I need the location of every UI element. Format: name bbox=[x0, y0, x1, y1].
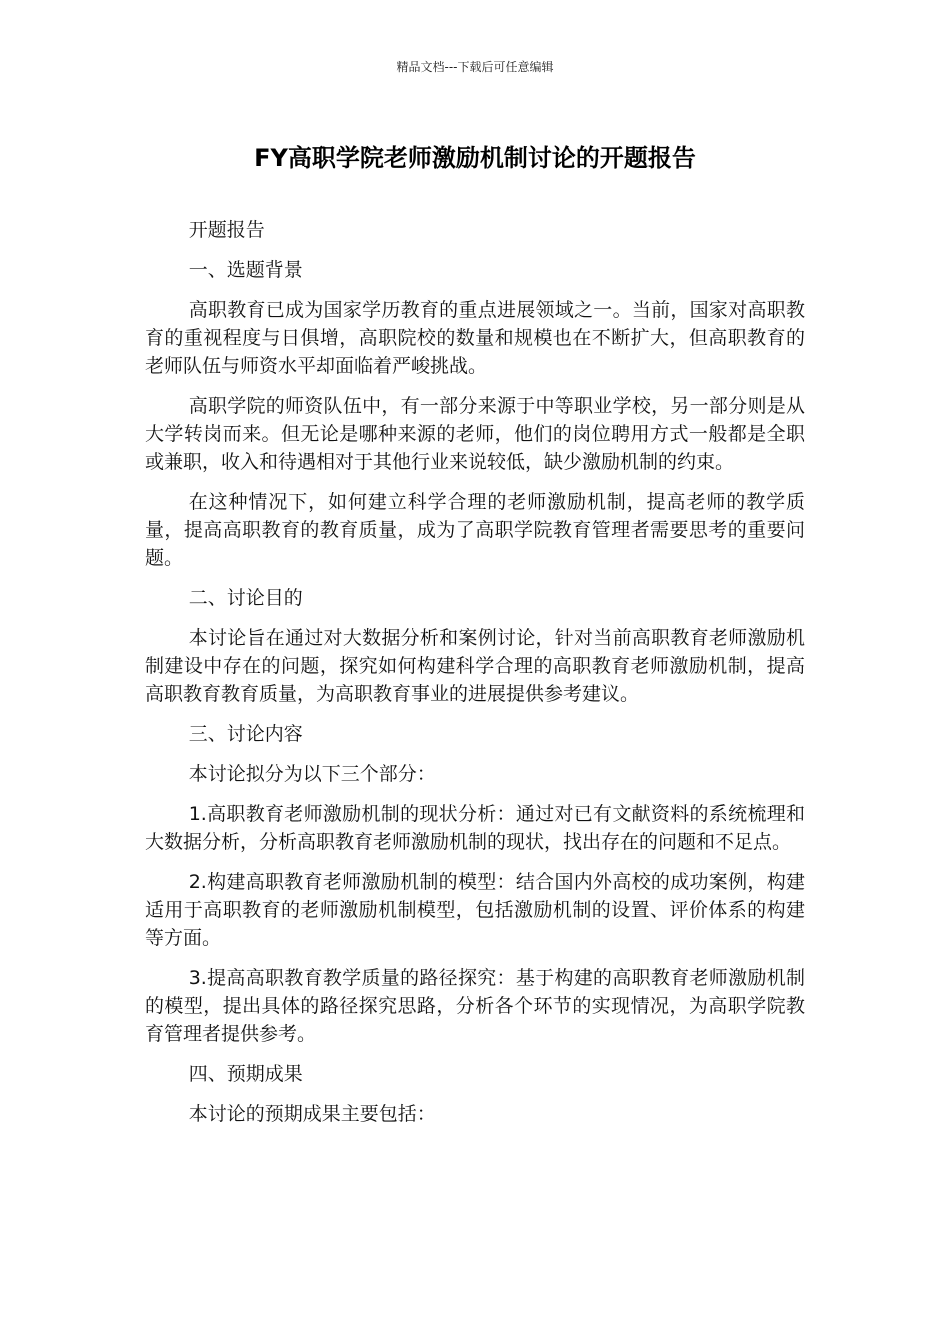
document-body bbox=[145, 216, 805, 1140]
section-heading-purpose: 二、讨论目的 bbox=[188, 587, 303, 609]
paragraph-content-item-1: 1.高职教育老师激励机制的现状分析：通过对已有文献资料的系统梳理和大数据分析，分析高职教育老师激励机制的现状，找出存在的问题和不足点。 bbox=[145, 803, 805, 853]
paragraph-background-3: 在这种情况下，如何建立科学合理的老师激励机制，提高老师的教学质量，提高高职教育的教育质量，成为了高职学院教育管理者需要思考的重要问题。 bbox=[145, 491, 805, 569]
header-note: 精品文档---下载后可任意编辑 bbox=[396, 60, 554, 74]
paragraph-background-1: 高职教育已成为国家学历教育的重点进展领域之一。当前，国家对高职教育的重视程度与日俱增，高职院校的数量和规模也在不断扩大，但高职教育的老师队伍与师资水平却面临着严峻挑战。 bbox=[145, 299, 805, 377]
section-heading-content: 三、讨论内容 bbox=[188, 723, 303, 745]
section-heading-background: 一、选题背景 bbox=[188, 259, 303, 281]
paragraph-background-2: 高职学院的师资队伍中，有一部分来源于中等职业学校，另一部分则是从大学转岗而来。但无论是哪种来源的老师，他们的岗位聘用方式一般都是全职或兼职，收入和待遇相对于其他行业来说较低，缺少激励机制的约束。 bbox=[145, 395, 805, 473]
paragraph-outcomes-intro: 本讨论的预期成果主要包括： bbox=[188, 1103, 436, 1125]
document-title: FY高职学院老师激励机制讨论的开题报告 bbox=[254, 144, 696, 172]
paragraph-content-item-3: 3.提高高职教育教学质量的路径探究：基于构建的高职教育老师激励机制的模型，提出具体的路径探究思路，分析各个环节的实现情况，为高职学院教育管理者提供参考。 bbox=[145, 967, 805, 1045]
paragraph-purpose: 本讨论旨在通过对大数据分析和案例讨论，针对当前高职教育老师激励机制建设中存在的问题，探究如何构建科学合理的高职教育老师激励机制，提高高职教育教育质量，为高职教育事业的进展提供参考建议。 bbox=[145, 627, 805, 705]
section-label-report: 开题报告 bbox=[188, 219, 265, 241]
section-heading-outcomes: 四、预期成果 bbox=[188, 1063, 303, 1085]
paragraph-content-item-2: 2.构建高职教育老师激励机制的模型：结合国内外高校的成功案例，构建适用于高职教育的老师激励机制模型，包括激励机制的设置、评价体系的构建等方面。 bbox=[145, 871, 805, 949]
paragraph-content-intro: 本讨论拟分为以下三个部分： bbox=[188, 763, 436, 785]
